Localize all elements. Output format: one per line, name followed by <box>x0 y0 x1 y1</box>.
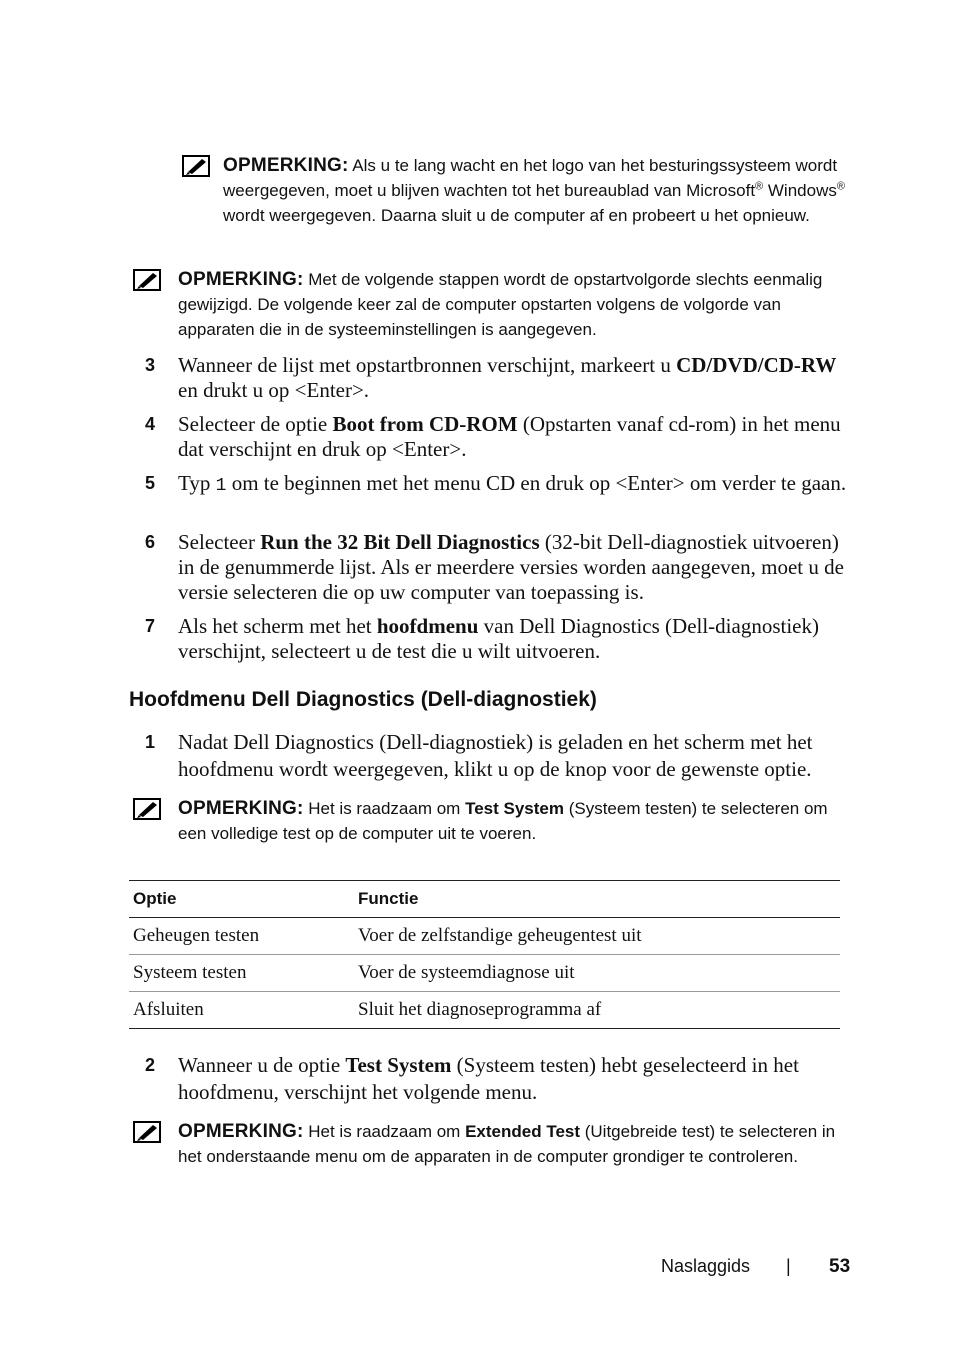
table-row: Geheugen testen Voer de zelfstandige geheugentest uit <box>129 918 840 955</box>
pencil-note-icon <box>133 269 161 291</box>
options-table <box>129 880 840 1029</box>
pencil-note-icon <box>133 1121 161 1143</box>
table-row: Systeem testen Voer de systeemdiagnose uit <box>129 955 840 992</box>
note-label: OPMERKING: <box>178 269 304 290</box>
header-optie: Optie <box>129 881 354 918</box>
table-header-row <box>129 881 840 918</box>
note-test-system: OPMERKING: Het is raadzaam om Test System (Systeem testen) te selecteren om een volledige test op de computer uit te voeren. <box>133 796 853 846</box>
note-extended-test: OPMERKING: Het is raadzaam om Extended Test (Uitgebreide test) te selecteren in het onderstaande menu om de apparaten in de computer grondiger te controleren. <box>133 1119 848 1169</box>
note-boot-order: OPMERKING: Met de volgende stappen wordt de opstartvolgorde slechts eenmalig gewijzigd. De volgende keer zal de computer opstarten volgens de volgorde van apparaten die in de systeeminstellingen is aangegeven. <box>133 267 848 342</box>
note-label: OPMERKING: <box>178 1121 304 1142</box>
table-row: Afsluiten Sluit het diagnoseprogramma af <box>129 992 840 1029</box>
pencil-note-icon <box>133 798 161 820</box>
pencil-note-icon <box>182 155 210 177</box>
note-startup-logo: OPMERKING: Als u te lang wacht en het logo van het besturingssysteem wordt weergegeven, moet u blijven wachten tot het bureaublad van Microsoft® Windows® wordt weergegeven. Daarna sluit u de computer af en probeert u het opnieuw. <box>182 153 862 228</box>
note-label: OPMERKING: <box>178 798 304 819</box>
note-label: OPMERKING: <box>223 155 349 176</box>
footer-separator: | <box>786 1256 791 1276</box>
header-functie: Functie <box>354 881 840 918</box>
footer-label: Naslaggids <box>661 1256 751 1276</box>
page-number: 53 <box>829 1256 851 1277</box>
section-heading: Hoofdmenu Dell Diagnostics (Dell-diagnostiek) <box>129 688 597 711</box>
